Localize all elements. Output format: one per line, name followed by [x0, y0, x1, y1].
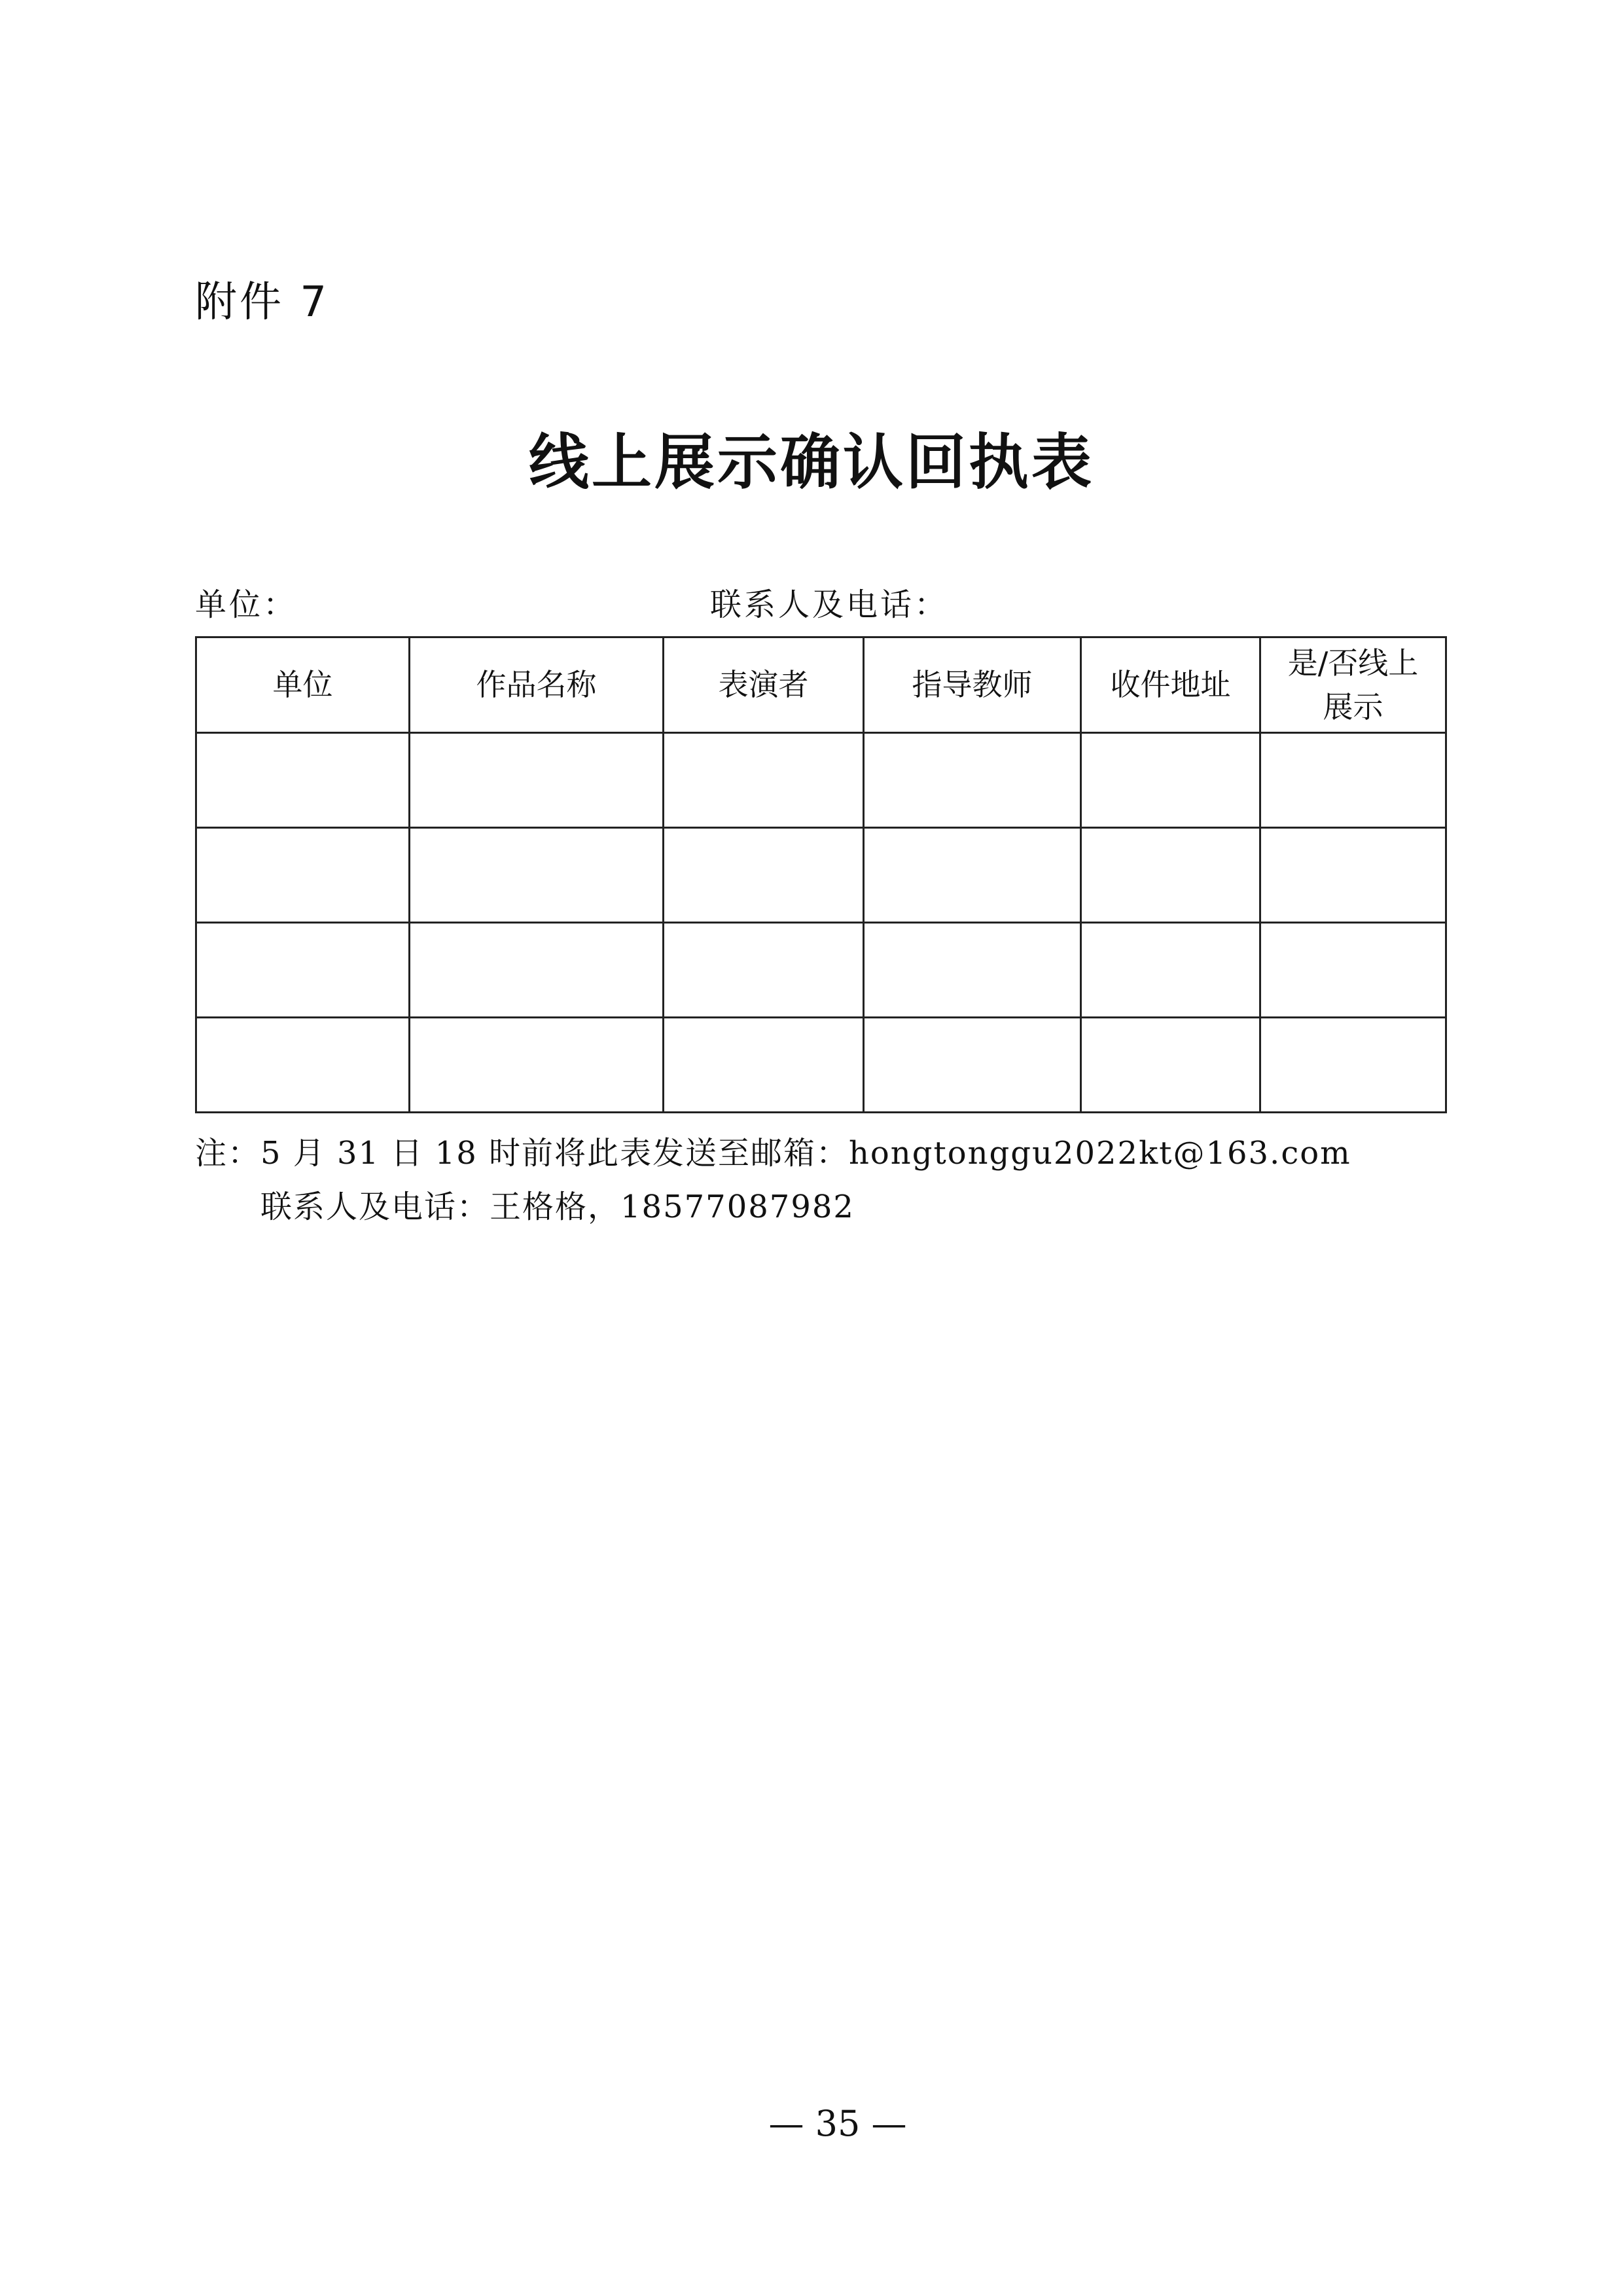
table-row	[196, 923, 1446, 1018]
table-cell	[196, 828, 410, 923]
contact-field-label: 联系人及电话：	[710, 586, 949, 623]
table-cell	[664, 828, 864, 923]
table-cell	[410, 1018, 664, 1113]
header-online-display: 是/否线上展示	[1260, 637, 1446, 733]
table-cell	[1081, 733, 1260, 828]
table-cell	[1081, 923, 1260, 1018]
unit-field-label: 单位：	[195, 586, 298, 623]
table-row	[196, 1018, 1446, 1113]
confirmation-table	[195, 636, 1447, 1113]
table-cell	[196, 1018, 410, 1113]
table-cell	[664, 923, 864, 1018]
table-cell	[196, 923, 410, 1018]
header-performer: 表演者	[664, 637, 864, 733]
table-cell	[864, 828, 1081, 923]
table-cell	[410, 828, 664, 923]
header-work-title: 作品名称	[410, 637, 664, 733]
table-cell	[1081, 828, 1260, 923]
table-cell	[1260, 733, 1446, 828]
table-cell	[1081, 1018, 1260, 1113]
table-cell	[664, 1018, 864, 1113]
table-cell	[864, 1018, 1081, 1113]
table-cell	[1260, 1018, 1446, 1113]
table-cell	[410, 923, 664, 1018]
table-row	[196, 733, 1446, 828]
note-contact: 联系人及电话：王格格，18577087982	[260, 1189, 855, 1225]
table-cell	[864, 733, 1081, 828]
header-instructor: 指导教师	[864, 637, 1081, 733]
table-cell	[1260, 923, 1446, 1018]
table-cell	[664, 733, 864, 828]
header-unit: 单位	[196, 637, 410, 733]
page-number: — 35 —	[768, 2103, 907, 2144]
table-cell	[410, 733, 664, 828]
header-delivery-address: 收件地址	[1081, 637, 1260, 733]
table-header-row	[196, 637, 1446, 733]
table-row	[196, 828, 1446, 923]
table-cell	[196, 733, 410, 828]
table-cell	[864, 923, 1081, 1018]
document-title: 线上展示确认回执表	[528, 427, 1094, 497]
note-deadline-email: 注：5 月 31 日 18 时前将此表发送至邮箱：hongtonggu2022kt@163.com	[195, 1135, 1351, 1172]
table-cell	[1260, 828, 1446, 923]
attachment-label: 附件 7	[195, 278, 330, 327]
